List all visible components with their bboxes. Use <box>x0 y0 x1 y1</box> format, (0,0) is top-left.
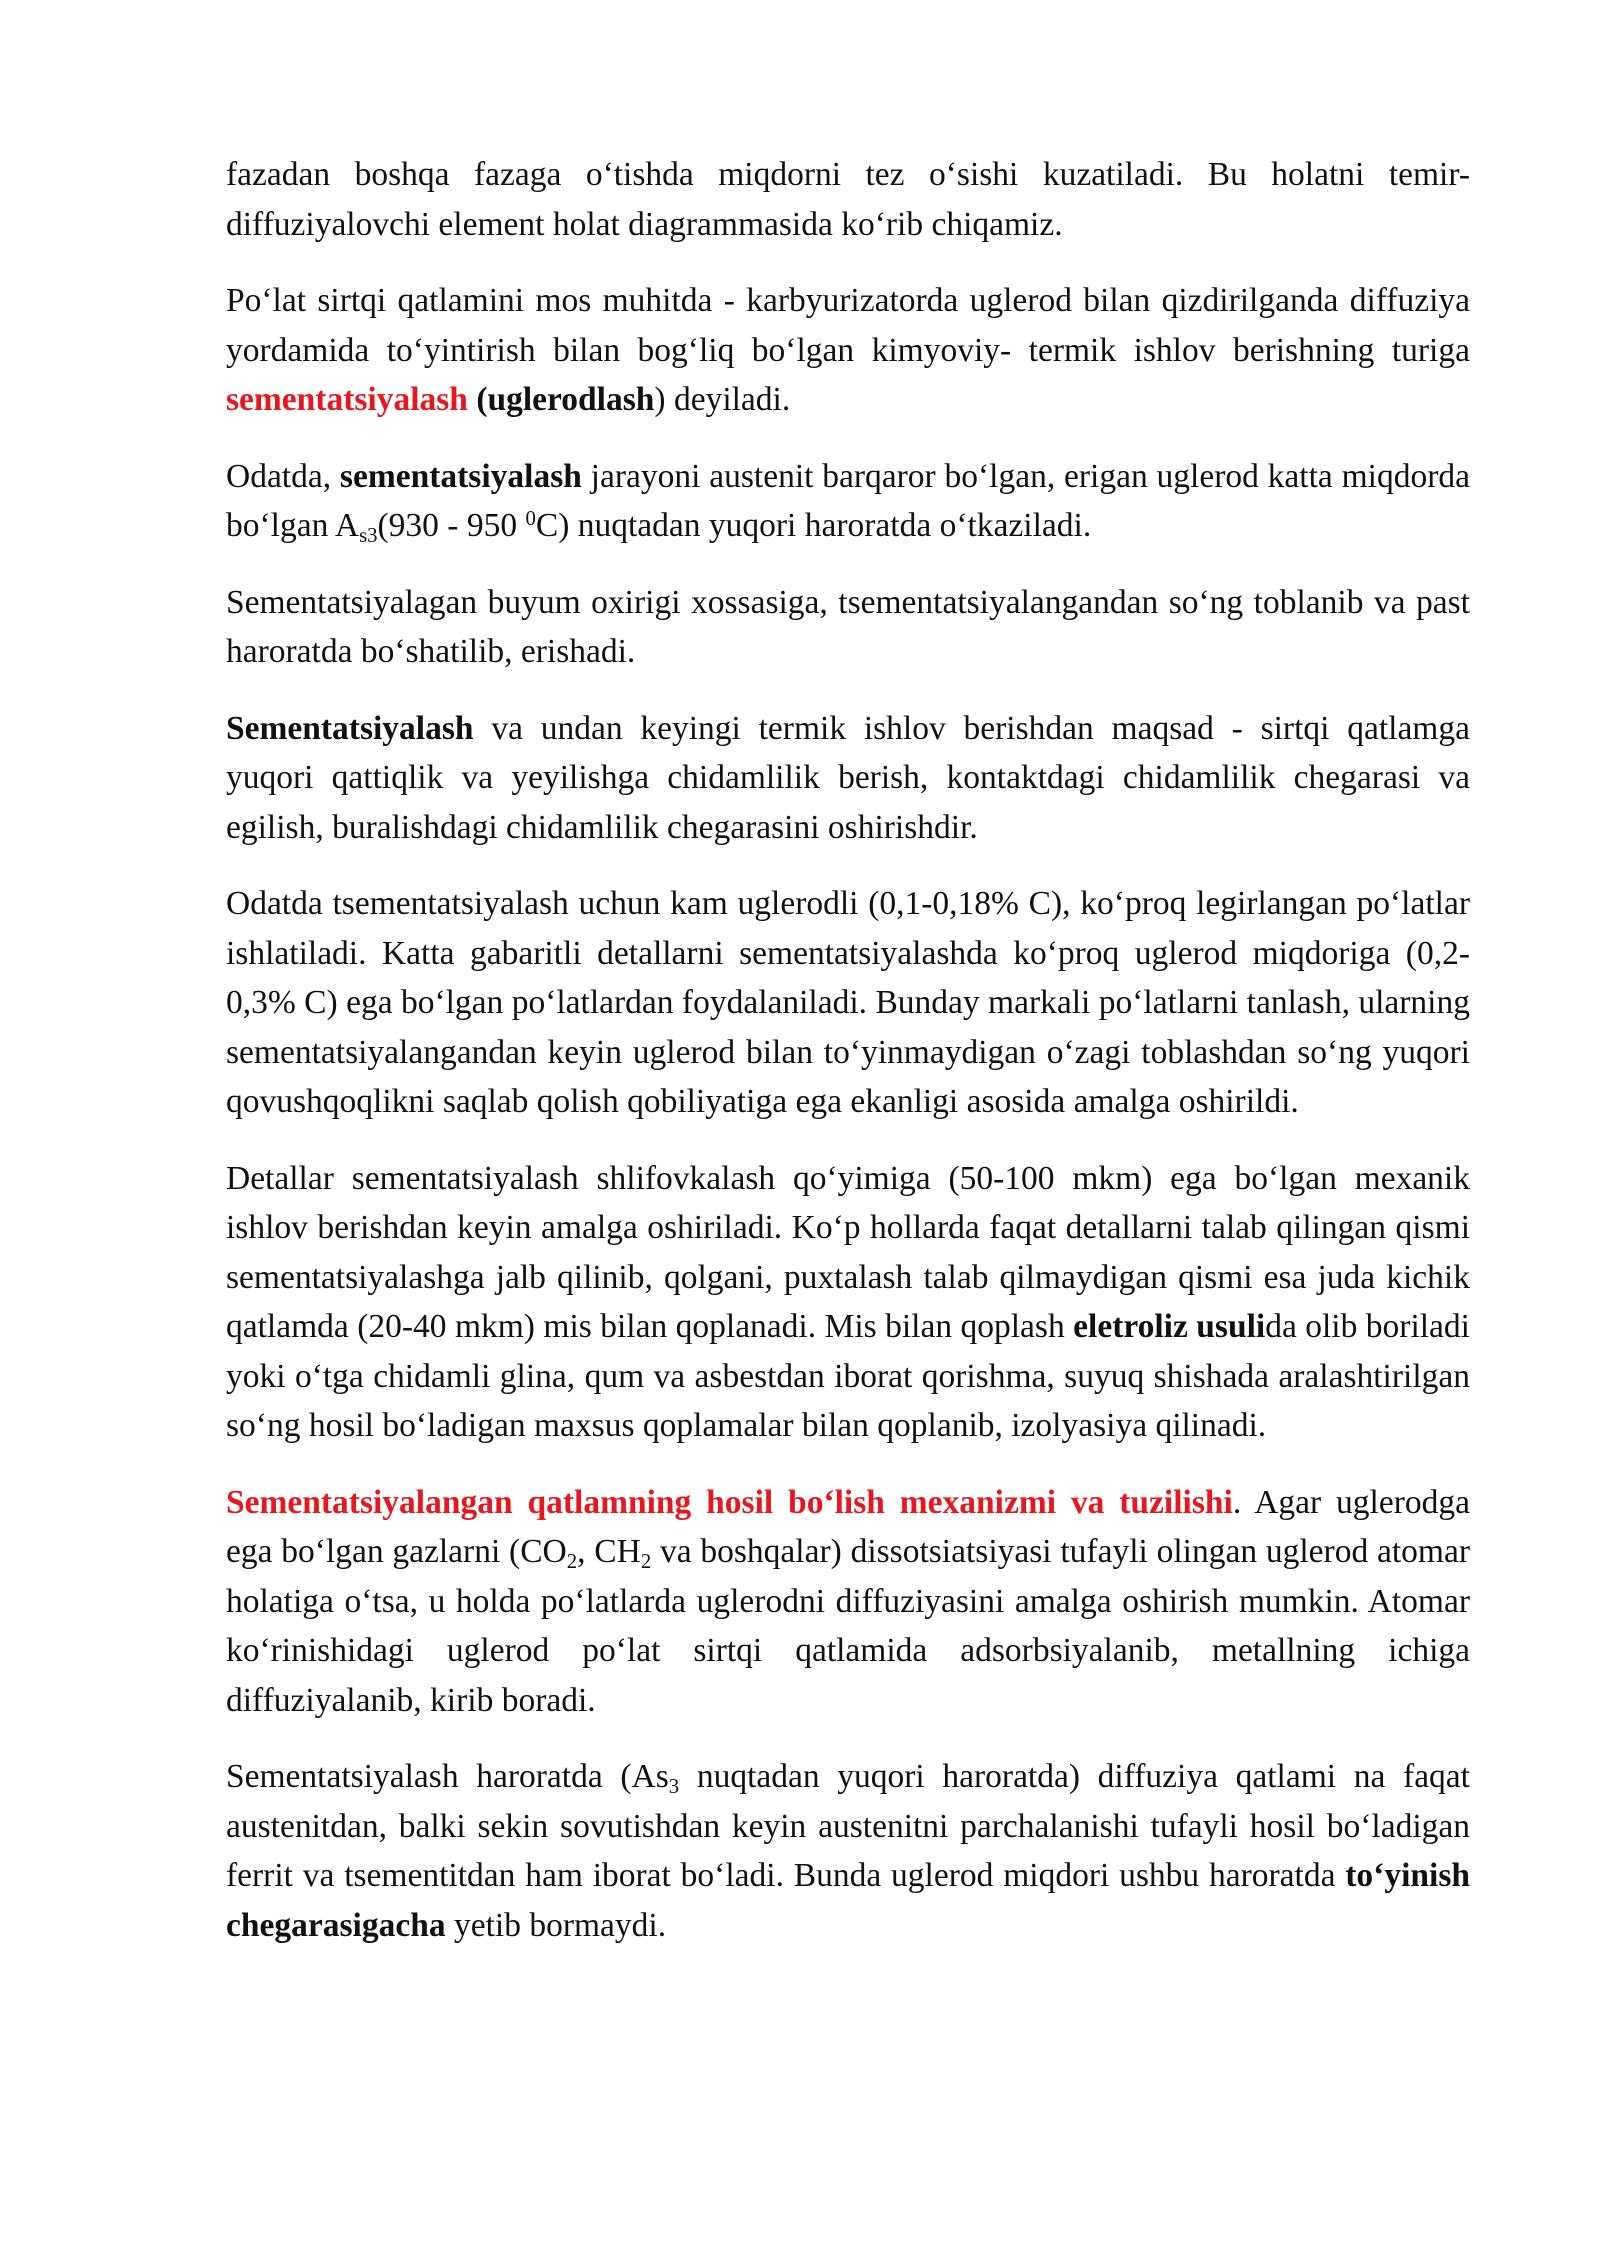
paragraph-6 <box>226 879 1470 1127</box>
paragraph-3-text-b: jarayoni austenit barqaror bo‘lgan, erigan uglerod katta miqdorda bo‘lgan A <box>226 457 1470 544</box>
paragraph-4-text: Sementatsiyalagan buyum oxirigi xossasiga, tsementatsiyalangandan so‘ng toblanib va past haroratda bo‘shatilib, erishadi. <box>226 583 1470 670</box>
paragraph-7-text-b: da olib boriladi yoki o‘tga chidamli glina, qum va asbestdan iborat qorishma, suyuq shishada aralashtirilgan so‘ng hosil bo‘ladigan maxsus qoplamalar bilan qoplanib, izolyasiya qilinadi. <box>226 1308 1470 1444</box>
paragraph-7-text-a: Detallar sementatsiyalash shlifovkalash qo‘yimiga (50-100 mkm) ega bo‘lgan mexanik ishlov berishdan keyin amalga oshiriladi. Ko‘p hollarda faqat detallarni talab qilingan qismi sementatsiyalashga jalb qilinib, qolgani, puxtalash talab qilmaydigan qismi esa juda kichik qatlamda (20-40 mkm) mis bilan qoplanadi. Mis bilan qoplash <box>226 1159 1470 1345</box>
paragraph-7-bold: eletroliz usuli <box>1073 1308 1266 1345</box>
paragraph-2-text-a: Po‘lat sirtqi qatlamini mos muhitda - karbyurizatorda uglerod bilan qizdirilganda diffuziya yordamida to‘yintirish bilan bog‘liq bo‘lgan kimyoviy- termik ishlov berishning turiga <box>226 282 1470 369</box>
paragraph-8-text-b: , CH <box>577 1533 641 1570</box>
paragraph-8-text-a: . Agar uglerodga ega bo‘lgan gazlarni (CO <box>226 1483 1470 1570</box>
paragraph-9-bold: to‘yinish chegarasigacha <box>226 1857 1470 1944</box>
paragraph-9-text-c: yetib bormaydi. <box>445 1906 667 1944</box>
paragraph-7 <box>226 1154 1470 1451</box>
term-uglerodlash: (uglerodlash <box>476 381 655 418</box>
paragraph-9-text-b: nuqtadan yuqori haroratda) diffuziya qatlami na faqat austenitdan, balki sekin sovutishdan keyin austenitni parchalanishi tufayli hosil bo‘ladigan ferrit va tsementitdan ham iborat bo‘ladi. Bunda uglerod miqdori ushbu haroratda <box>226 1758 1470 1894</box>
paragraph-3 <box>226 452 1470 551</box>
paragraph-3-subscript: s3 <box>359 524 378 548</box>
paragraph-8-subscript-1: 2 <box>566 1550 578 1574</box>
paragraph-6-text: Odatda tsementatsiyalash uchun kam uglerodli (0,1-0,18% C), ko‘proq legirlangan po‘latlar ishlatiladi. Katta gabaritli detallarni sementatsiyalashda ko‘proq uglerod miqdoriga (0,2-0,3% C) ega bo‘lgan po‘latlardan foydalaniladi. Bunday markali po‘latlarni tanlash, ularning sementatsiyalangandan keyin uglerod bilan to‘yinmaydigan o‘zagi toblashdan so‘ng yuqori qovushqoqlikni saqlab qolish qobiliyatiga ega ekanligi asosida amalga oshirildi. <box>226 885 1470 1120</box>
paragraph-1 <box>226 150 1470 249</box>
paragraph-3-text-d: C) nuqtadan yuqori haroratda o‘tkaziladi. <box>535 507 1092 544</box>
paragraph-8 <box>226 1478 1470 1726</box>
paragraph-3-bold: sementatsiyalash <box>339 457 582 495</box>
paragraph-3-superscript: 0 <box>525 506 536 530</box>
paragraph-2 <box>226 276 1470 425</box>
paragraph-8-text-c: va boshqalar) dissotsiatsiyasi tufayli olingan uglerod atomar holatiga o‘tsa, u holda po‘latlarda uglerodni diffuziyasini amalga oshirish mumkin. Atomar ko‘rinishidagi uglerod po‘lat sirtqi qatlamida adsorbsiyalanib, metallning ichiga diffuziyalanib, kirib boradi. <box>226 1533 1470 1719</box>
term-sementatsiyalash: sementatsiyalash <box>226 381 468 418</box>
paragraph-4 <box>226 578 1470 677</box>
paragraph-1-text: fazadan boshqa fazaga o‘tishda miqdorni tez o‘sishi kuzatiladi. Bu holatni temir-diffuziyalovchi element holat diagrammasida ko‘rib chiqamiz. <box>226 156 1470 243</box>
paragraph-9-subscript: 3 <box>668 1775 680 1799</box>
paragraph-2-text-c: ) deyiladi. <box>654 381 791 418</box>
paragraph-3-text-c: (930 - 950 <box>377 507 526 544</box>
paragraph-9-text-a: Sementatsiyalash haroratda (As <box>226 1758 669 1795</box>
paragraph-9 <box>226 1752 1470 1950</box>
paragraph-5 <box>226 704 1470 853</box>
paragraph-3-text-a: Odatda, <box>226 457 340 495</box>
paragraph-5-text: va undan keyingi termik ishlov berishdan maqsad - sirtqi qatlamga yuqori qattiqlik va yeyilishga chidamlilik berish, kontaktdagi chidamlilik chegarasi va egilish, buralishdagi chidamlilik chegarasini oshirishdir. <box>226 709 1470 846</box>
section-heading: Sementatsiyalangan qatlamning hosil bo‘lish mexanizmi va tuzilishi <box>226 1483 1233 1521</box>
paragraph-8-subscript-2: 2 <box>640 1550 652 1574</box>
document-page <box>226 150 1470 1977</box>
paragraph-5-bold: Sementatsiyalash <box>226 709 474 747</box>
